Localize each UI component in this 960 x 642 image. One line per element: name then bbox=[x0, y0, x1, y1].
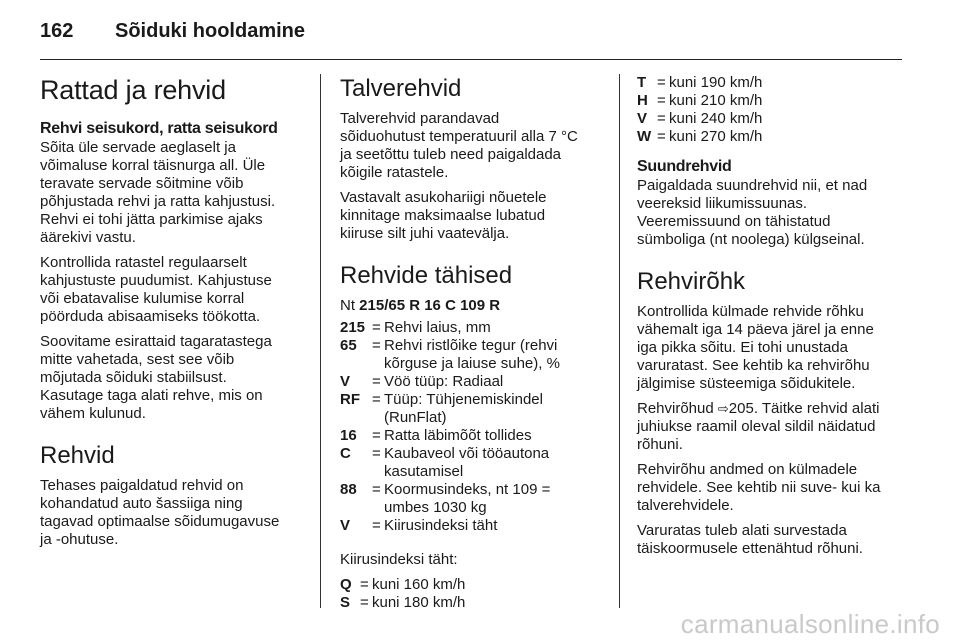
paragraph-tyre-condition-2: Kontrollida ratastel regulaarselt kahjustuste puudumist. Kahjustuse või ebatavalise kulumise korral pöörduda abisaamiseks töökotta. bbox=[40, 254, 272, 325]
page-number: 162 bbox=[40, 20, 74, 42]
page-reference-arrow-icon: ⇨ bbox=[717, 401, 729, 416]
paragraph-tyre-pressure-1: Kontrollida külmade rehvide rõhku vähemalt iga 14 päeva järel ja enne iga pikka sõitu. Ei tohi unustada varuratast. See kehtib ka rehvirõhu jälgimise süsteemiga sõidukitele. bbox=[637, 303, 874, 392]
definition-row: RF = Tüüp: Tühjenemiskindel (RunFlat) bbox=[340, 391, 543, 426]
column-divider-1 bbox=[320, 74, 321, 608]
speed-index-row: W = kuni 270 km/h bbox=[637, 128, 763, 145]
paragraph-tyre-pressure-2: Rehvirõhud ⇨205. Täitke rehvid alati juhiukse raamil oleval sildil näidatud rõhuni. bbox=[637, 400, 880, 453]
section-heading-tyre-pressure: Rehvirõhk bbox=[637, 268, 746, 295]
speed-index-list bbox=[340, 576, 608, 612]
header-divider bbox=[40, 59, 902, 60]
section-heading-wheels-tyres: Rattad ja rehvid bbox=[40, 75, 226, 105]
page-reference[interactable]: 205 bbox=[728, 400, 754, 417]
definition-row: 65 = Rehvi ristlõike tegur (rehvi kõrguse ja laiuse suhe), % bbox=[340, 337, 560, 372]
definition-row: 215 = Rehvi laius, mm bbox=[340, 319, 491, 336]
paragraph-tyres: Tehases paigaldatud rehvid on kohandatud auto šassiiga ning tagavad optimaalse sõidumugavuse ja -ohutuse. bbox=[40, 477, 280, 548]
paragraph-directional-tyres: Paigaldada suundrehvid nii, et nad veereksid liikumissuunas. Veeremissuund on tähistatud sümboliga (nt noolega) külgseinal. bbox=[637, 177, 868, 248]
paragraph-tyre-pressure-3: Rehvirõhu andmed on külmadele rehvidele. See kehtib nii suve- kui ka talverehvidele. bbox=[637, 461, 881, 514]
paragraph-tyre-pressure-4: Varuratas tuleb alati survestada täiskoormusele ettenähtud rõhuni. bbox=[637, 522, 863, 557]
subheading-directional-tyres: Suundrehvid bbox=[637, 158, 732, 175]
paragraph-winter-tyres-2: Vastavalt asukohariigi nõuetele kinnitage maksimaalse lubatud kiiruse silt juhi vaatevälja. bbox=[340, 189, 547, 242]
speed-index-row: T = kuni 190 km/h bbox=[637, 74, 763, 91]
section-heading-tyre-designations: Rehvide tähised bbox=[340, 262, 513, 289]
example-designation: Nt 215/65 R 16 C 109 R bbox=[340, 297, 501, 314]
page-header bbox=[40, 20, 305, 48]
speed-index-row: H = kuni 210 km/h bbox=[637, 92, 763, 109]
definition-row: V = Vöö tüüp: Radiaal bbox=[340, 373, 504, 390]
speed-index-row: S = kuni 180 km/h bbox=[340, 594, 466, 611]
speed-index-list-continued bbox=[637, 74, 907, 146]
paragraph-winter-tyres-1: Talverehvid parandavad sõiduohutust temperatuuril alla 7 °C ja seetõttu tuleb need paigaldada kõigile ratastele. bbox=[340, 110, 578, 181]
section-heading-tyres: Rehvid bbox=[40, 442, 115, 469]
speed-index-label: Kiirusindeksi täht: bbox=[340, 551, 458, 568]
definition-row: V = Kiirusindeksi täht bbox=[340, 517, 498, 534]
column-divider-2 bbox=[619, 74, 620, 608]
designation-definitions bbox=[340, 319, 608, 535]
column-2 bbox=[340, 74, 608, 612]
definition-row: 88 = Koormusindeks, nt 109 = umbes 1030 kg bbox=[340, 481, 551, 516]
speed-index-row: V = kuni 240 km/h bbox=[637, 110, 763, 127]
subheading-tyre-condition: Rehvi seisukord, ratta seisukord bbox=[40, 120, 278, 137]
speed-index-row: Q = kuni 160 km/h bbox=[340, 576, 466, 593]
column-1 bbox=[40, 74, 308, 556]
paragraph-tyre-condition-3: Soovitame esirattaid tagaratastega mitte vahetada, sest see võib mõjutada sõiduki stabiilsust. Kasutage taga alati rehve, mis on vähem kulunud. bbox=[40, 333, 272, 422]
paragraph-tyre-condition-1: Sõita üle servade aeglaselt ja võimaluse korral täisnurga all. Üle teravate servade sõitmine võib põhjustada rehvi ja ratta kahjustusi. Rehvi ei tohi jätta parkimise ajaks äärekivi vastu. bbox=[40, 139, 276, 246]
definition-row: 16 = Ratta läbimõõt tollides bbox=[340, 427, 532, 444]
definition-row: C = Kaubaveol või tööautona kasutamisel bbox=[340, 445, 550, 480]
chapter-title: Sõiduki hooldamine bbox=[115, 20, 306, 42]
column-3 bbox=[637, 74, 907, 565]
watermark: carmanualsonline.info bbox=[680, 609, 940, 639]
section-heading-winter-tyres: Talverehvid bbox=[340, 75, 462, 102]
